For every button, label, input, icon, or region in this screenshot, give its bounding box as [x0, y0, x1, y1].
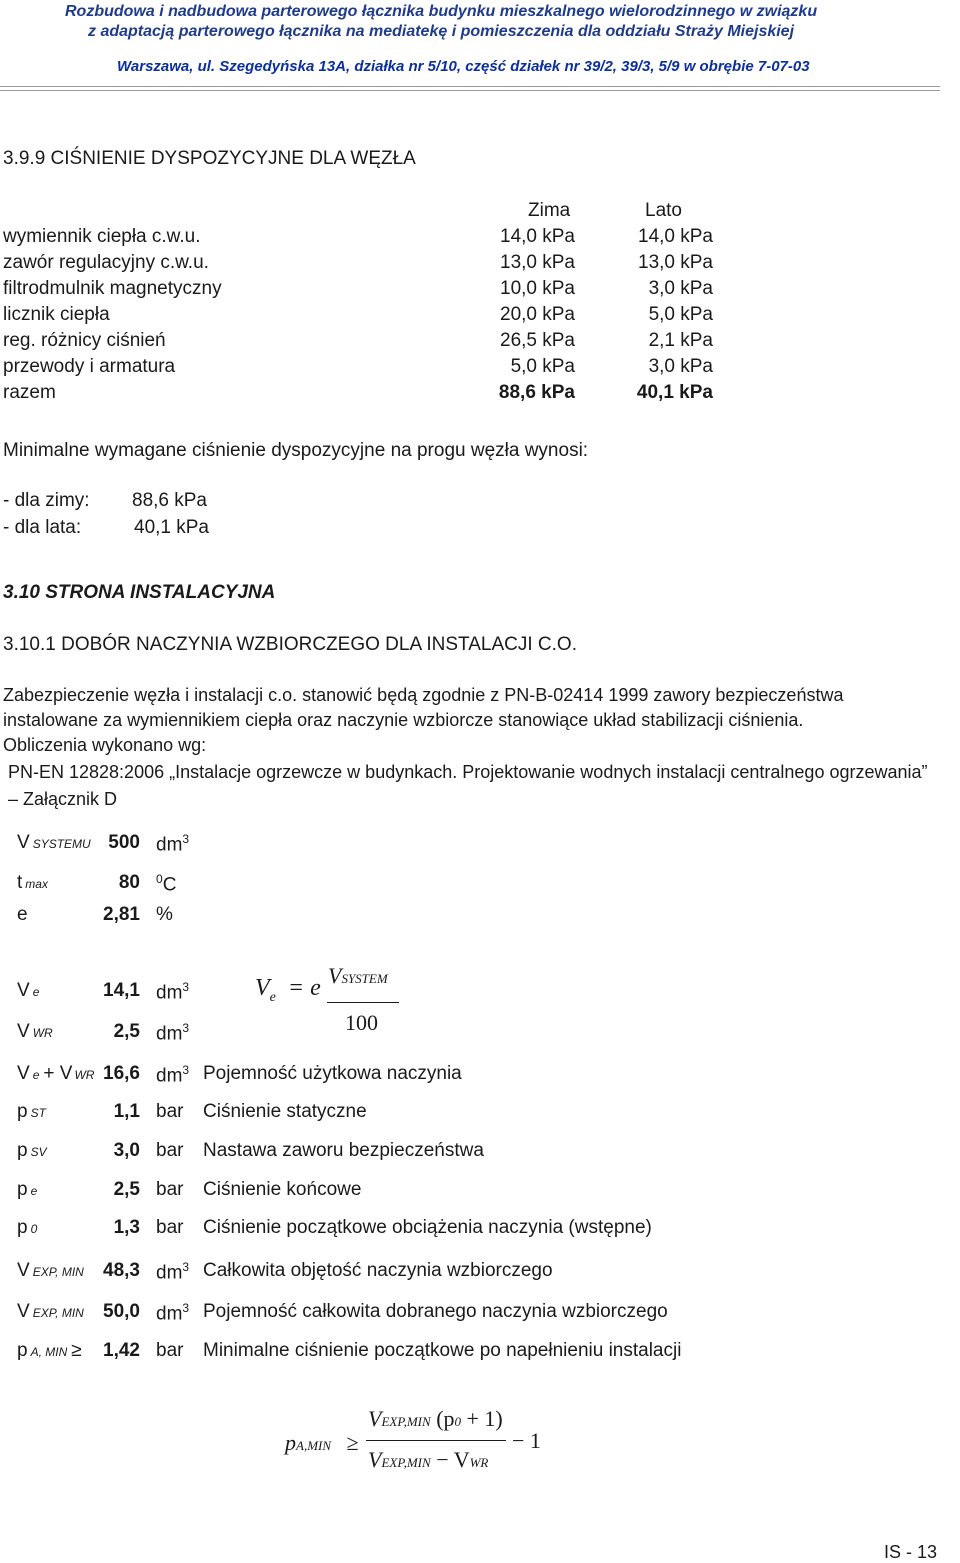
summer-line-label: - dla lata:: [3, 517, 82, 538]
symbol-extra: ≥: [71, 1340, 82, 1361]
paragraph-5: – Załącznik D: [8, 789, 118, 809]
formula-ve-lhs: V: [255, 975, 270, 1001]
calc-value: 1,42: [103, 1340, 140, 1361]
calc-row: [0, 904, 900, 932]
paragraph-2: instalowane za wymiennikiem ciepła oraz naczynie wzbiorcze stanowiące układ stabilizacji ciśnienia.: [3, 710, 804, 730]
section-3101-title: 3.10.1 DOBÓR NACZYNIA WZBIORCZEGO DLA INSTALACJI C.O.: [3, 634, 577, 655]
calc-unit: [156, 1063, 189, 1087]
unit-main: C: [162, 874, 177, 896]
symbol-sub: max: [25, 877, 48, 891]
row-name: zawór regulacyjny c.w.u.: [3, 252, 209, 273]
calc-unit: [156, 872, 176, 896]
calc-symbol: [17, 1260, 84, 1282]
row-name: przewody i armatura: [3, 356, 176, 377]
calc-value: 2,81: [103, 904, 140, 925]
calc-unit: [156, 1217, 183, 1239]
symbol-sub: SYSTEMU: [32, 837, 91, 851]
calc-symbol: [17, 904, 28, 926]
symbol-sub: WR: [32, 1026, 53, 1040]
symbol-sub: SV: [30, 1145, 47, 1159]
calc-description: Całkowita objętość naczynia wzbiorczego: [203, 1260, 553, 1281]
formula-ve: [255, 975, 321, 1006]
calc-value: 14,1: [103, 980, 140, 1001]
calc-symbol: [17, 1101, 46, 1123]
row-name: reg. różnicy ciśnień: [3, 330, 166, 351]
formula-pa-den: V: [368, 1447, 382, 1472]
symbol-main: V: [17, 832, 30, 853]
unit-main: bar: [156, 1140, 184, 1161]
calc-description: Pojemność użytkowa naczynia: [203, 1063, 462, 1084]
symbol-main: V: [17, 1063, 30, 1084]
row-name: filtrodmulnik magnetyczny: [3, 278, 222, 299]
row-summer: 13,0 kPa: [638, 252, 713, 273]
calc-value: 2,5: [113, 1179, 140, 1200]
unit-main: dm: [156, 1023, 183, 1045]
header-rule-2: [0, 90, 940, 91]
symbol-main: t: [17, 872, 23, 893]
unit-main: bar: [156, 1179, 184, 1200]
formula-pa-lhs-sub: A,MIN: [296, 1438, 332, 1453]
formula-pa-num-rest: (p: [436, 1406, 455, 1431]
paragraph-3: Obliczenia wykonano wg:: [3, 735, 207, 755]
formula-ve-num: V: [328, 963, 342, 988]
calc-symbol: [17, 980, 39, 1002]
table-row: [0, 304, 720, 330]
calc-unit: [156, 1021, 189, 1045]
row-winter: 10,0 kPa: [500, 278, 575, 299]
total-name: razem: [3, 382, 56, 403]
symbol-main: p: [17, 1217, 28, 1238]
calc-value: 500: [108, 832, 140, 853]
formula-pa-minus-one: − 1: [512, 1428, 541, 1453]
calc-description: Ciśnienie końcowe: [203, 1179, 362, 1200]
calc-description: Pojemność całkowita dobranego naczynia wzbiorczego: [203, 1301, 668, 1322]
calc-unit: [156, 1260, 189, 1284]
symbol-sub: e: [32, 985, 40, 999]
calc-unit: [156, 1140, 183, 1162]
calc-symbol: [17, 1021, 53, 1043]
formula-pa-num-rest-sub: 0: [454, 1414, 462, 1429]
min-pressure-text: Minimalne wymagane ciśnienie dyspozycyjne na progu węzła wynosi:: [3, 440, 589, 461]
header-line-1: Rozbudowa i nadbudowa parterowego łącznika budynku mieszkalnego wielorodzinnego w związku: [65, 3, 818, 20]
unit-main: dm: [156, 1303, 183, 1325]
formula-pa-num-sub: EXP,MIN: [381, 1414, 431, 1429]
col-header-summer: Lato: [645, 200, 682, 221]
calc-row: [0, 980, 900, 1008]
symbol-sub: ST: [30, 1106, 46, 1120]
row-winter: 26,5 kPa: [500, 330, 575, 351]
unit-main: dm: [156, 1262, 183, 1284]
calc-symbol: [17, 1140, 47, 1162]
table-row: [0, 226, 720, 252]
formula-ve-lhs-sub: e: [269, 989, 276, 1005]
row-summer: 3,0 kPa: [648, 356, 713, 377]
calc-value: 1,3: [113, 1217, 140, 1238]
unit-main: bar: [156, 1101, 184, 1122]
symbol-main: V: [17, 1301, 30, 1322]
calc-unit: [156, 904, 173, 926]
symbol-sub: 0: [30, 1222, 38, 1236]
calc-value: 2,5: [113, 1021, 140, 1042]
calc-row: [0, 1101, 900, 1129]
calc-symbol: [17, 1301, 84, 1323]
row-winter: 14,0 kPa: [500, 226, 575, 247]
calc-row: [0, 832, 900, 860]
unit-main: dm: [156, 982, 183, 1004]
formula-pa-denominator: [368, 1447, 488, 1473]
col-header-winter: Zima: [528, 200, 571, 221]
calc-row: [0, 1140, 900, 1168]
unit-main: dm: [156, 834, 183, 856]
formula-pa-num: V: [368, 1406, 382, 1431]
unit-sup: 3: [182, 1260, 190, 1274]
calc-value: 16,6: [103, 1063, 140, 1084]
row-summer: 2,1 kPa: [648, 330, 713, 351]
unit-main: bar: [156, 1217, 184, 1238]
calc-row: [0, 1179, 900, 1207]
unit-sup: 3: [182, 1021, 190, 1035]
formula-pa: [285, 1430, 359, 1456]
row-winter: 5,0 kPa: [510, 356, 575, 377]
unit-sup: 3: [182, 1301, 190, 1315]
calc-row: [0, 1217, 900, 1245]
symbol-main: p: [17, 1340, 28, 1361]
table-row: [0, 330, 720, 356]
calc-value: 80: [118, 872, 140, 893]
calc-description: Ciśnienie statyczne: [203, 1101, 367, 1122]
table-row: [0, 252, 720, 278]
symbol-main: p: [17, 1101, 28, 1122]
unit-sup: 3: [182, 1063, 190, 1077]
formula-ve-numerator: [328, 963, 388, 989]
row-winter: 20,0 kPa: [500, 304, 575, 325]
formula-pa-den-mid: − V: [436, 1447, 470, 1472]
row-name: wymiennik ciepła c.w.u.: [3, 226, 201, 247]
table-row: [0, 356, 720, 382]
symbol-main: V: [17, 1021, 30, 1042]
formula-ve-fraction-bar: [327, 1002, 399, 1003]
calc-symbol: [17, 872, 48, 894]
symbol-sub: e: [32, 1068, 40, 1082]
formula-pa-den-sub2: WR: [469, 1455, 489, 1470]
symbol-main: V: [17, 980, 30, 1001]
calc-symbol: [17, 1179, 37, 1201]
header-rule: [0, 86, 940, 87]
calc-unit: [156, 1340, 183, 1362]
winter-line-label: - dla zimy:: [3, 490, 90, 511]
formula-pa-num-tail: + 1): [466, 1406, 503, 1431]
symbol-sub: EXP, MIN: [32, 1306, 84, 1320]
row-summer: 5,0 kPa: [648, 304, 713, 325]
paragraph-4: PN-EN 12828:2006 „Instalacje ogrzewcze w budynkach. Projektowanie wodnych instalacji centralnego ogrzewania”: [8, 762, 928, 782]
total-winter: 88,6 kPa: [498, 382, 575, 403]
symbol-extra: + V: [43, 1063, 73, 1084]
calc-unit: [156, 980, 189, 1004]
paragraph-1: Zabezpieczenie węzła i instalacji c.o. stanowić będą zgodnie z PN-B-02414 1999 zawory bezpieczeństwa: [3, 685, 844, 705]
total-summer: 40,1 kPa: [636, 382, 713, 403]
unit-sup: 3: [182, 980, 190, 994]
calc-unit: [156, 832, 189, 856]
header-address: Warszawa, ul. Szegedyńska 13A, działka nr 5/10, część działek nr 39/2, 39/3, 5/9 w obrębie 7-07-03: [117, 58, 810, 75]
symbol-main: V: [17, 1260, 30, 1281]
calc-value: 50,0: [103, 1301, 140, 1322]
unit-sup: 3: [182, 832, 190, 846]
calc-value: 48,3: [103, 1260, 140, 1281]
row-summer: 3,0 kPa: [648, 278, 713, 299]
calc-description: Ciśnienie początkowe obciążenia naczynia (wstępne): [203, 1217, 652, 1238]
formula-ve-num-sub: SYSTEM: [341, 971, 388, 986]
section-399-title: 3.9.9 CIŚNIENIE DYSPOZYCYJNE DLA WĘZŁA: [3, 148, 416, 169]
row-summer: 14,0 kPa: [638, 226, 713, 247]
row-name: licznik ciepła: [3, 304, 110, 325]
row-winter: 13,0 kPa: [500, 252, 575, 273]
formula-pa-numerator: [368, 1406, 503, 1432]
calc-row: [0, 1021, 900, 1049]
unit-main: bar: [156, 1340, 184, 1361]
section-310-title: 3.10 STRONA INSTALACYJNA: [3, 582, 276, 603]
calc-row: [0, 1340, 900, 1368]
formula-ve-denominator: 100: [345, 1010, 378, 1035]
unit-main: %: [156, 904, 173, 925]
symbol-sub: A, MIN: [30, 1345, 68, 1359]
header-line-2: z adaptacją parterowego łącznika na mediatekę i pomieszczenia dla oddziału Straży Miejskiej: [88, 23, 795, 40]
symbol-sub: e: [30, 1184, 38, 1198]
symbol-main: p: [17, 1140, 28, 1161]
page-number: IS - 13: [884, 1542, 938, 1562]
calc-row: [0, 1063, 900, 1091]
table-row-total: [0, 382, 720, 408]
calc-unit: [156, 1101, 183, 1123]
calc-unit: [156, 1301, 189, 1325]
calc-row: [0, 1301, 900, 1329]
symbol-main: p: [17, 1179, 28, 1200]
formula-ve-eq: = e: [287, 975, 321, 1001]
unit-main: dm: [156, 1065, 183, 1087]
calc-value: 1,1: [113, 1101, 140, 1122]
winter-line-value: 88,6 kPa: [132, 490, 207, 511]
calc-description: Nastawa zaworu bezpieczeństwa: [203, 1140, 484, 1161]
symbol-extra-sub: WR: [74, 1068, 95, 1082]
formula-pa-fraction-bar: [366, 1440, 506, 1441]
formula-pa-rel: ≥: [346, 1430, 359, 1455]
formula-pa-den-sub: EXP,MIN: [381, 1455, 431, 1470]
summer-line-value: 40,1 kPa: [134, 517, 209, 538]
calc-value: 3,0: [113, 1140, 140, 1161]
calc-symbol: [17, 1340, 82, 1362]
symbol-main: e: [17, 904, 28, 925]
calc-description: Minimalne ciśnienie początkowe po napełnieniu instalacji: [203, 1340, 682, 1361]
calc-unit: [156, 1179, 183, 1201]
table-row: [0, 278, 720, 304]
symbol-sub: EXP, MIN: [32, 1265, 84, 1279]
unit-sup-pre: 0: [156, 872, 163, 886]
calc-row: [0, 872, 900, 900]
formula-pa-lhs: p: [285, 1430, 296, 1455]
calc-row: [0, 1260, 900, 1288]
calc-symbol: [17, 1217, 37, 1239]
